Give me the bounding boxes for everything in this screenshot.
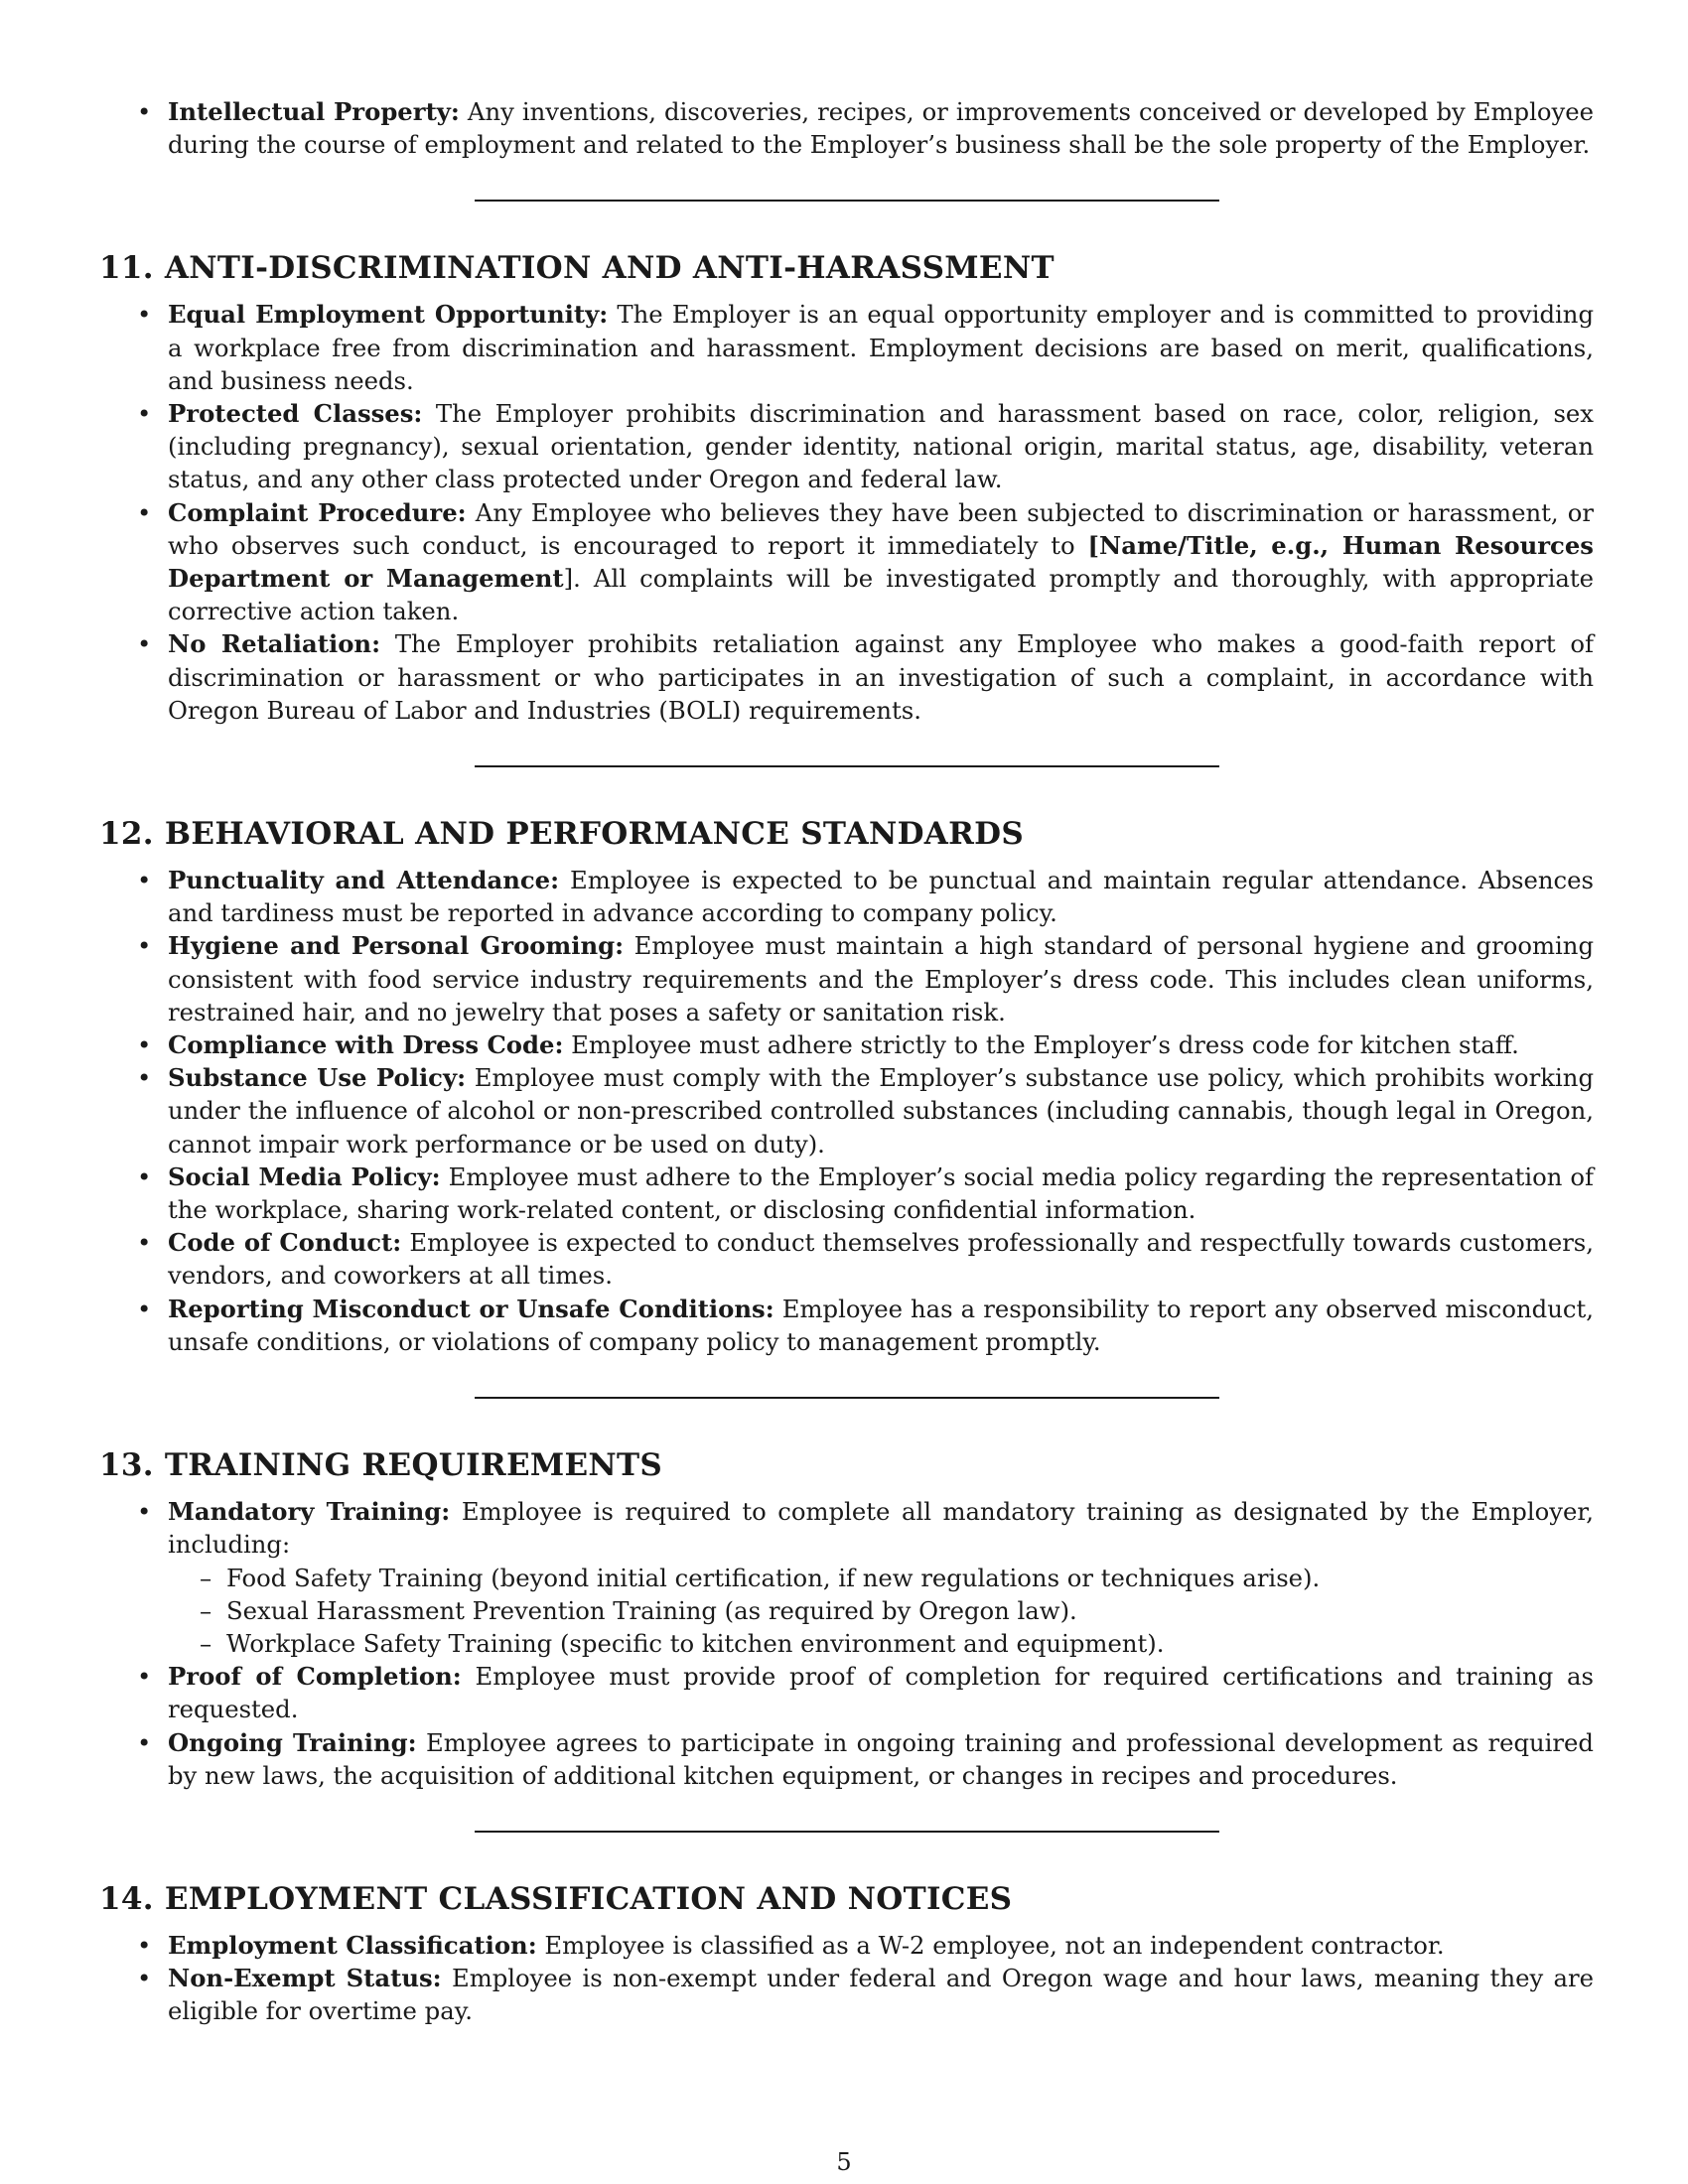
sub-item-workplace-safety: – Workplace Safety Training (specific to kitchen environment and equipment). [168,1627,1594,1660]
text-protected-classes: The Employer prohibits discrimination and harassment based on race, color, religion, sex (including pregnancy), sexual orientation, gender identity, national origin, marital status, age, disability, veteran status, and any other class protected under Oregon and federal law. [168,399,1594,494]
page-number: 5 [836,2148,852,2176]
list-item-substance-use [99,1061,1594,1160]
section-11-list [99,298,1594,727]
complaint-contact-placeholder: Name/Title, e.g., Human Resources Department or Management [168,530,1594,594]
section-11-heading: 11. ANTI-DISCRIMINATION AND ANTI-HARASSMENT [99,250,1055,287]
list-item-dress-code [99,1028,1594,1061]
term-proof-of-completion: Proof of Completion: [168,1662,462,1692]
term-mandatory-training: Mandatory Training: [168,1497,451,1527]
section-13-list [99,1495,1594,1792]
text-non-exempt-status: Employee is non-exempt under federal and Oregon wage and hour laws, meaning they are eligible for overtime pay. [168,1964,1594,2026]
document-page [99,95,1594,2028]
text-substance-use: Employee must comply with the Employer’s substance use policy, which prohibits working under the influence of alcohol or non-prescribed controlled substances (including cannabis, though legal in Oregon, cannot impair work performance or be used on duty). [168,1063,1594,1159]
text-proof-of-completion: Employee must provide proof of completion for required certifications and training as requested. [168,1662,1595,1724]
section-14-heading: 14. EMPLOYMENT CLASSIFICATION AND NOTICES [99,1880,1013,1917]
section-divider [475,1397,1219,1399]
section-14-list [99,1929,1594,2028]
term-complaint-procedure: Complaint Procedure: [168,497,467,527]
list-item-mandatory-training [99,1495,1594,1660]
term-reporting-misconduct: Reporting Misconduct or Unsafe Conditions: [168,1294,774,1323]
list-item-intellectual-property [99,95,1594,161]
text-complaint-procedure-after: ]. All complaints will be investigated promptly and thoroughly, with appropriate corrective action taken. [168,564,1594,626]
term-ongoing-training: Ongoing Training: [168,1727,417,1757]
list-item-hygiene-grooming [99,929,1594,1028]
term-equal-employment-opportunity: Equal Employment Opportunity: [168,300,609,330]
text-mandatory-training: Employee is required to complete all mandatory training as designated by the Employer, including: [168,1497,1594,1560]
text-punctuality-attendance: Employee is expected to be punctual and maintain regular attendance. Absences and tardiness must be reported in advance according to company policy. [168,866,1594,928]
text-equal-employment-opportunity: The Employer is an equal opportunity employer and is committed to providing a workplace free from discrimination and harassment. Employment decisions are based on merit, qualifications, and business needs. [168,300,1594,395]
list-item-complaint-procedure [99,496,1594,628]
term-intellectual-property: Intellectual Property: [168,97,460,126]
text-ongoing-training: Employee agrees to participate in ongoing training and professional development as required by new laws, the acquisition of additional kitchen equipment, or changes in recipes and procedures. [168,1727,1594,1790]
list-item-ongoing-training [99,1726,1594,1792]
text-hygiene-grooming: Employee must maintain a high standard of personal hygiene and grooming consistent with food service industry requirements and the Employer’s dress code. This includes clean uniforms, restrained hair, and no jewelry that poses a safety or sanitation risk. [168,931,1594,1026]
term-non-exempt-status: Non-Exempt Status: [168,1964,442,1993]
term-punctuality-attendance: Punctuality and Attendance: [168,866,560,895]
text-code-of-conduct: Employee is expected to conduct themselves professionally and respectfully towards customers, vendors, and coworkers at all times. [168,1228,1595,1291]
mandatory-training-sublist [168,1562,1594,1661]
section-13-heading: 13. TRAINING REQUIREMENTS [99,1447,663,1484]
term-no-retaliation: No Retaliation: [168,629,381,659]
text-employment-classification: Employee is classified as a W-2 employee, not an independent contractor. [544,1930,1445,1960]
bracket-open: [ [1087,530,1100,560]
list-item-reporting-misconduct [99,1293,1594,1358]
term-code-of-conduct: Code of Conduct: [168,1228,402,1258]
term-employment-classification: Employment Classification: [168,1930,537,1960]
list-item-protected-classes [99,397,1594,496]
section-10-continued-list [99,95,1594,161]
text-no-retaliation: The Employer prohibits retaliation against any Employee who makes a good-faith report of discrimination or harassment or who participates in an investigation of such a complaint, in accordance with Oregon Bureau of Labor and Industries (BOLI) requirements. [168,629,1594,725]
text-complaint-procedure-before: Any Employee who believes they have been subjected to discrimination or harassment, or who observes such conduct, is encouraged to report it immediately to [168,497,1594,560]
section-12-heading: 12. BEHAVIORAL AND PERFORMANCE STANDARDS [99,816,1025,853]
list-item-employment-classification [99,1929,1594,1962]
section-12-list [99,864,1594,1358]
text-dress-code: Employee must adhere strictly to the Employer’s dress code for kitchen staff. [571,1030,1519,1060]
sub-item-harassment-prevention: – Sexual Harassment Prevention Training (as required by Oregon law). [168,1594,1594,1627]
list-item-equal-employment-opportunity [99,298,1594,397]
section-divider [475,1831,1219,1833]
sub-item-food-safety: – Food Safety Training (beyond initial certification, if new regulations or techniques arise). [168,1562,1594,1594]
section-divider [475,765,1219,767]
text-intellectual-property: Any inventions, discoveries, recipes, or improvements conceived or developed by Employee during the course of employment and related to the Employer’s business shall be the sole property of the Employer. [168,97,1594,160]
list-item-proof-of-completion [99,1660,1594,1725]
term-social-media: Social Media Policy: [168,1161,441,1191]
section-divider [475,200,1219,202]
list-item-social-media [99,1160,1594,1226]
list-item-code-of-conduct [99,1226,1594,1292]
text-reporting-misconduct: Employee has a responsibility to report any observed misconduct, unsafe conditions, or violations of company policy to management promptly. [168,1294,1594,1356]
term-protected-classes: Protected Classes: [168,399,423,429]
text-social-media: Employee must adhere to the Employer’s social media policy regarding the representation of the workplace, sharing work-related content, or disclosing confidential information. [168,1161,1595,1225]
term-hygiene-grooming: Hygiene and Personal Grooming: [168,931,625,961]
list-item-no-retaliation [99,627,1594,727]
list-item-non-exempt-status [99,1962,1594,2027]
term-substance-use: Substance Use Policy: [168,1063,467,1093]
list-item-punctuality-attendance [99,864,1594,929]
term-dress-code: Compliance with Dress Code: [168,1030,564,1060]
